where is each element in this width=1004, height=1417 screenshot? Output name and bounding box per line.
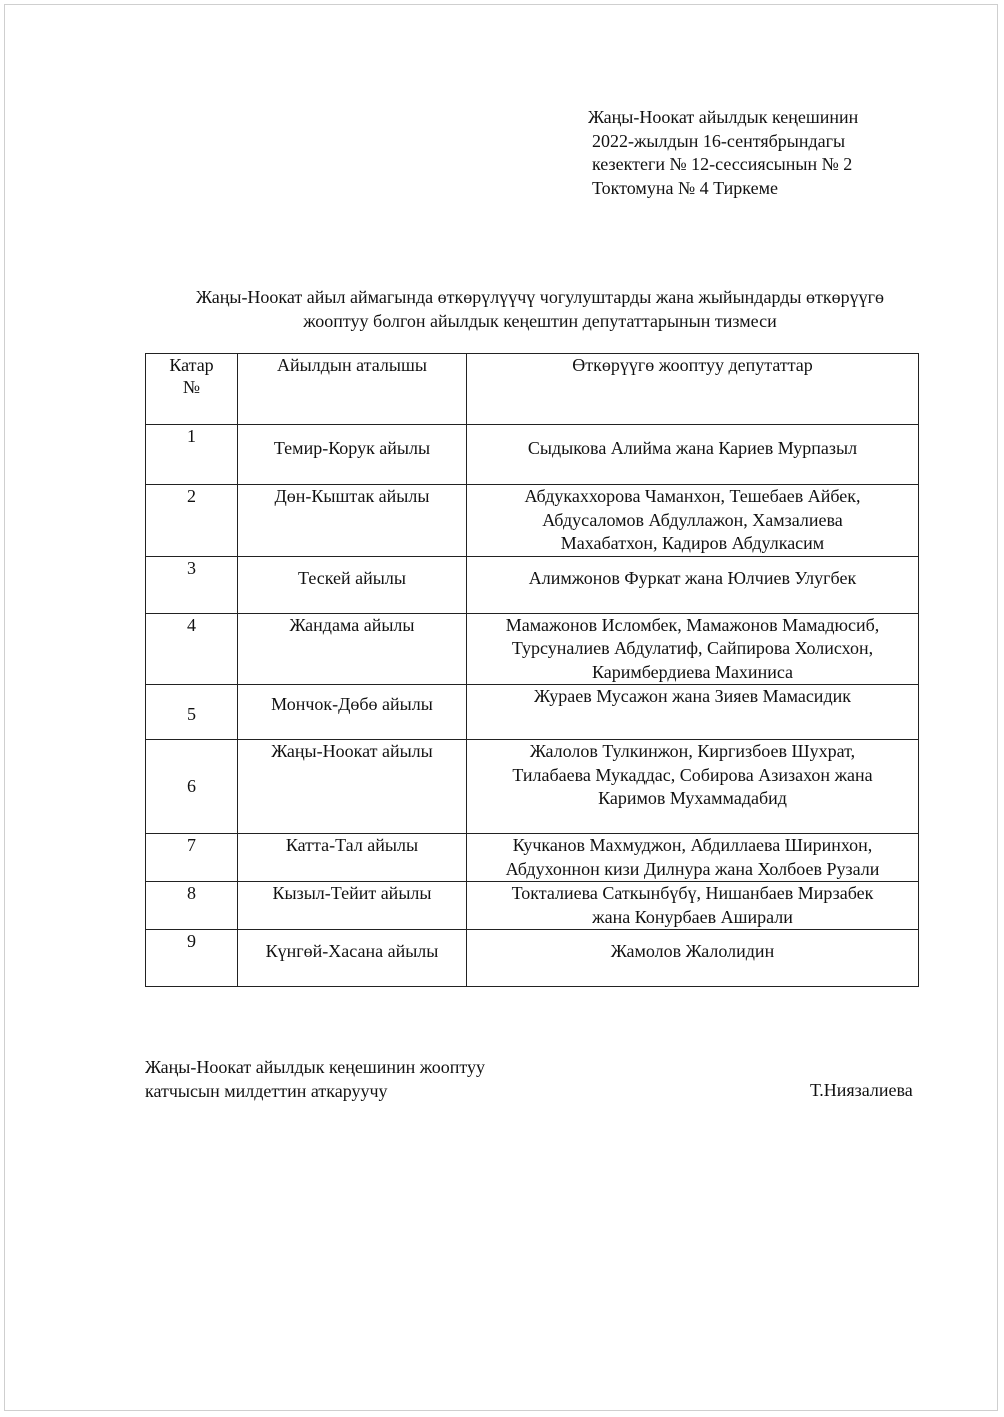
deputies-line: Токталиева Саткынбүбү, Нишанбаев Мирзабек — [511, 883, 874, 903]
deputies-table — [145, 353, 919, 987]
deputies-line: Абдухоннон кизи Дилнура жана Холбоев Рузали — [505, 858, 880, 879]
table-row — [146, 740, 919, 834]
table-row — [146, 834, 919, 882]
column-header-number-line1: Катар — [169, 355, 214, 375]
deputies-line: Алимжонов Фуркат жана Юлчиев Улугбек — [528, 567, 857, 588]
deputies-line: Жамолов Жалолидин — [610, 941, 775, 961]
deputies-line: Жалолов Тулкинжон, Киргизбоев Шухрат, — [529, 741, 856, 761]
header-line-2: 2022-жылдын 16-сентябрындагы — [592, 130, 846, 151]
title-line-1: Жаңы-Ноокат айыл аймагында өткөрүлүүчү чогулуштарды жана жыйындарды өткөрүүгө — [196, 287, 884, 307]
village-name: Күнгөй-Хасана айылы — [238, 930, 467, 987]
deputies-cell — [467, 425, 919, 485]
row-number: 1 — [146, 425, 238, 485]
deputies-line: Мамажонов Исломбек, Мамажонов Мамадюсиб, — [505, 614, 880, 635]
table-row — [146, 425, 919, 485]
deputies-line: жана Конурбаев Аширали — [592, 906, 793, 927]
deputies-line: Абдусаломов Абдуллажон, Хамзалиева — [542, 509, 843, 530]
village-name: Катта-Тал айылы — [238, 834, 467, 882]
deputies-cell — [467, 556, 919, 613]
signatory-position-line-2: катчысын милдеттин аткаруучу — [145, 1080, 388, 1101]
deputies-cell — [467, 485, 919, 557]
deputies-line: Кучканов Махмуджон, Абдиллаева Ширинхон, — [512, 835, 873, 855]
signatory-position — [145, 1056, 485, 1103]
deputies-line: Махабатхон, Кадиров Абдулкасим — [560, 533, 825, 553]
row-number: 2 — [146, 485, 238, 557]
deputies-cell — [467, 834, 919, 882]
column-header-number-line2: № — [182, 377, 201, 397]
row-number: 8 — [146, 882, 238, 930]
table-row — [146, 685, 919, 740]
row-number: 6 — [146, 740, 238, 834]
village-name: Тескей айылы — [238, 556, 467, 613]
deputies-line: Сыдыкова Алийма жана Кариев Мурпазыл — [527, 438, 858, 458]
village-name: Темир-Корук айылы — [238, 425, 467, 485]
village-name: Дөн-Кыштак айылы — [238, 485, 467, 557]
table-header-row — [146, 354, 919, 425]
column-header-village: Айылдын аталышы — [238, 354, 467, 425]
table-row — [146, 485, 919, 557]
deputies-cell — [467, 740, 919, 834]
village-name: Жандама айылы — [238, 613, 467, 685]
village-name: Кызыл-Тейит айылы — [238, 882, 467, 930]
appendix-header — [588, 106, 928, 200]
row-number: 4 — [146, 613, 238, 685]
table-row — [146, 930, 919, 987]
column-header-deputies: Өткөрүүгө жооптуу депутаттар — [467, 354, 919, 425]
deputies-cell — [467, 882, 919, 930]
signatory-name: Т.Ниязалиева — [810, 1080, 913, 1100]
header-line-4: Токтомуна № 4 Тиркеме — [592, 177, 778, 198]
village-name: Жаңы-Ноокат айылы — [238, 740, 467, 834]
deputies-line: Каримов Мухаммадабид — [598, 788, 787, 808]
deputies-line: Турсуналиев Абдулатиф, Сайпирова Холисхон, — [511, 638, 874, 658]
column-header-number — [146, 354, 238, 425]
table-row — [146, 613, 919, 685]
header-line-1: Жаңы-Ноокат айылдык кеңешинин — [588, 107, 859, 127]
deputies-cell — [467, 685, 919, 740]
row-number: 7 — [146, 834, 238, 882]
village-name: Мончок-Дөбө айылы — [238, 685, 467, 740]
table-row — [146, 556, 919, 613]
title-line-2: жооптуу болгон айылдык кеңештин депутаттарынын тизмеси — [303, 310, 777, 331]
document-title — [100, 286, 980, 333]
row-number: 5 — [146, 685, 238, 740]
row-number: 3 — [146, 556, 238, 613]
deputies-line: Каримбердиева Махиниса — [591, 661, 794, 682]
deputies-line: Жураев Мусажон жана Зияев Мамасидик — [534, 686, 851, 706]
deputies-line: Абдукаххорова Чаманхон, Тешебаев Айбек, — [524, 486, 861, 506]
deputies-cell — [467, 613, 919, 685]
deputies-line: Тилабаева Мукаддас, Собирова Азизахон жана — [512, 764, 873, 785]
signatory-position-line-1: Жаңы-Ноокат айылдык кеңешинин жооптуу — [145, 1057, 485, 1077]
deputies-cell — [467, 930, 919, 987]
header-line-3: кезектеги № 12-сессиясынын № 2 — [592, 154, 853, 174]
table-row — [146, 882, 919, 930]
row-number: 9 — [146, 930, 238, 987]
